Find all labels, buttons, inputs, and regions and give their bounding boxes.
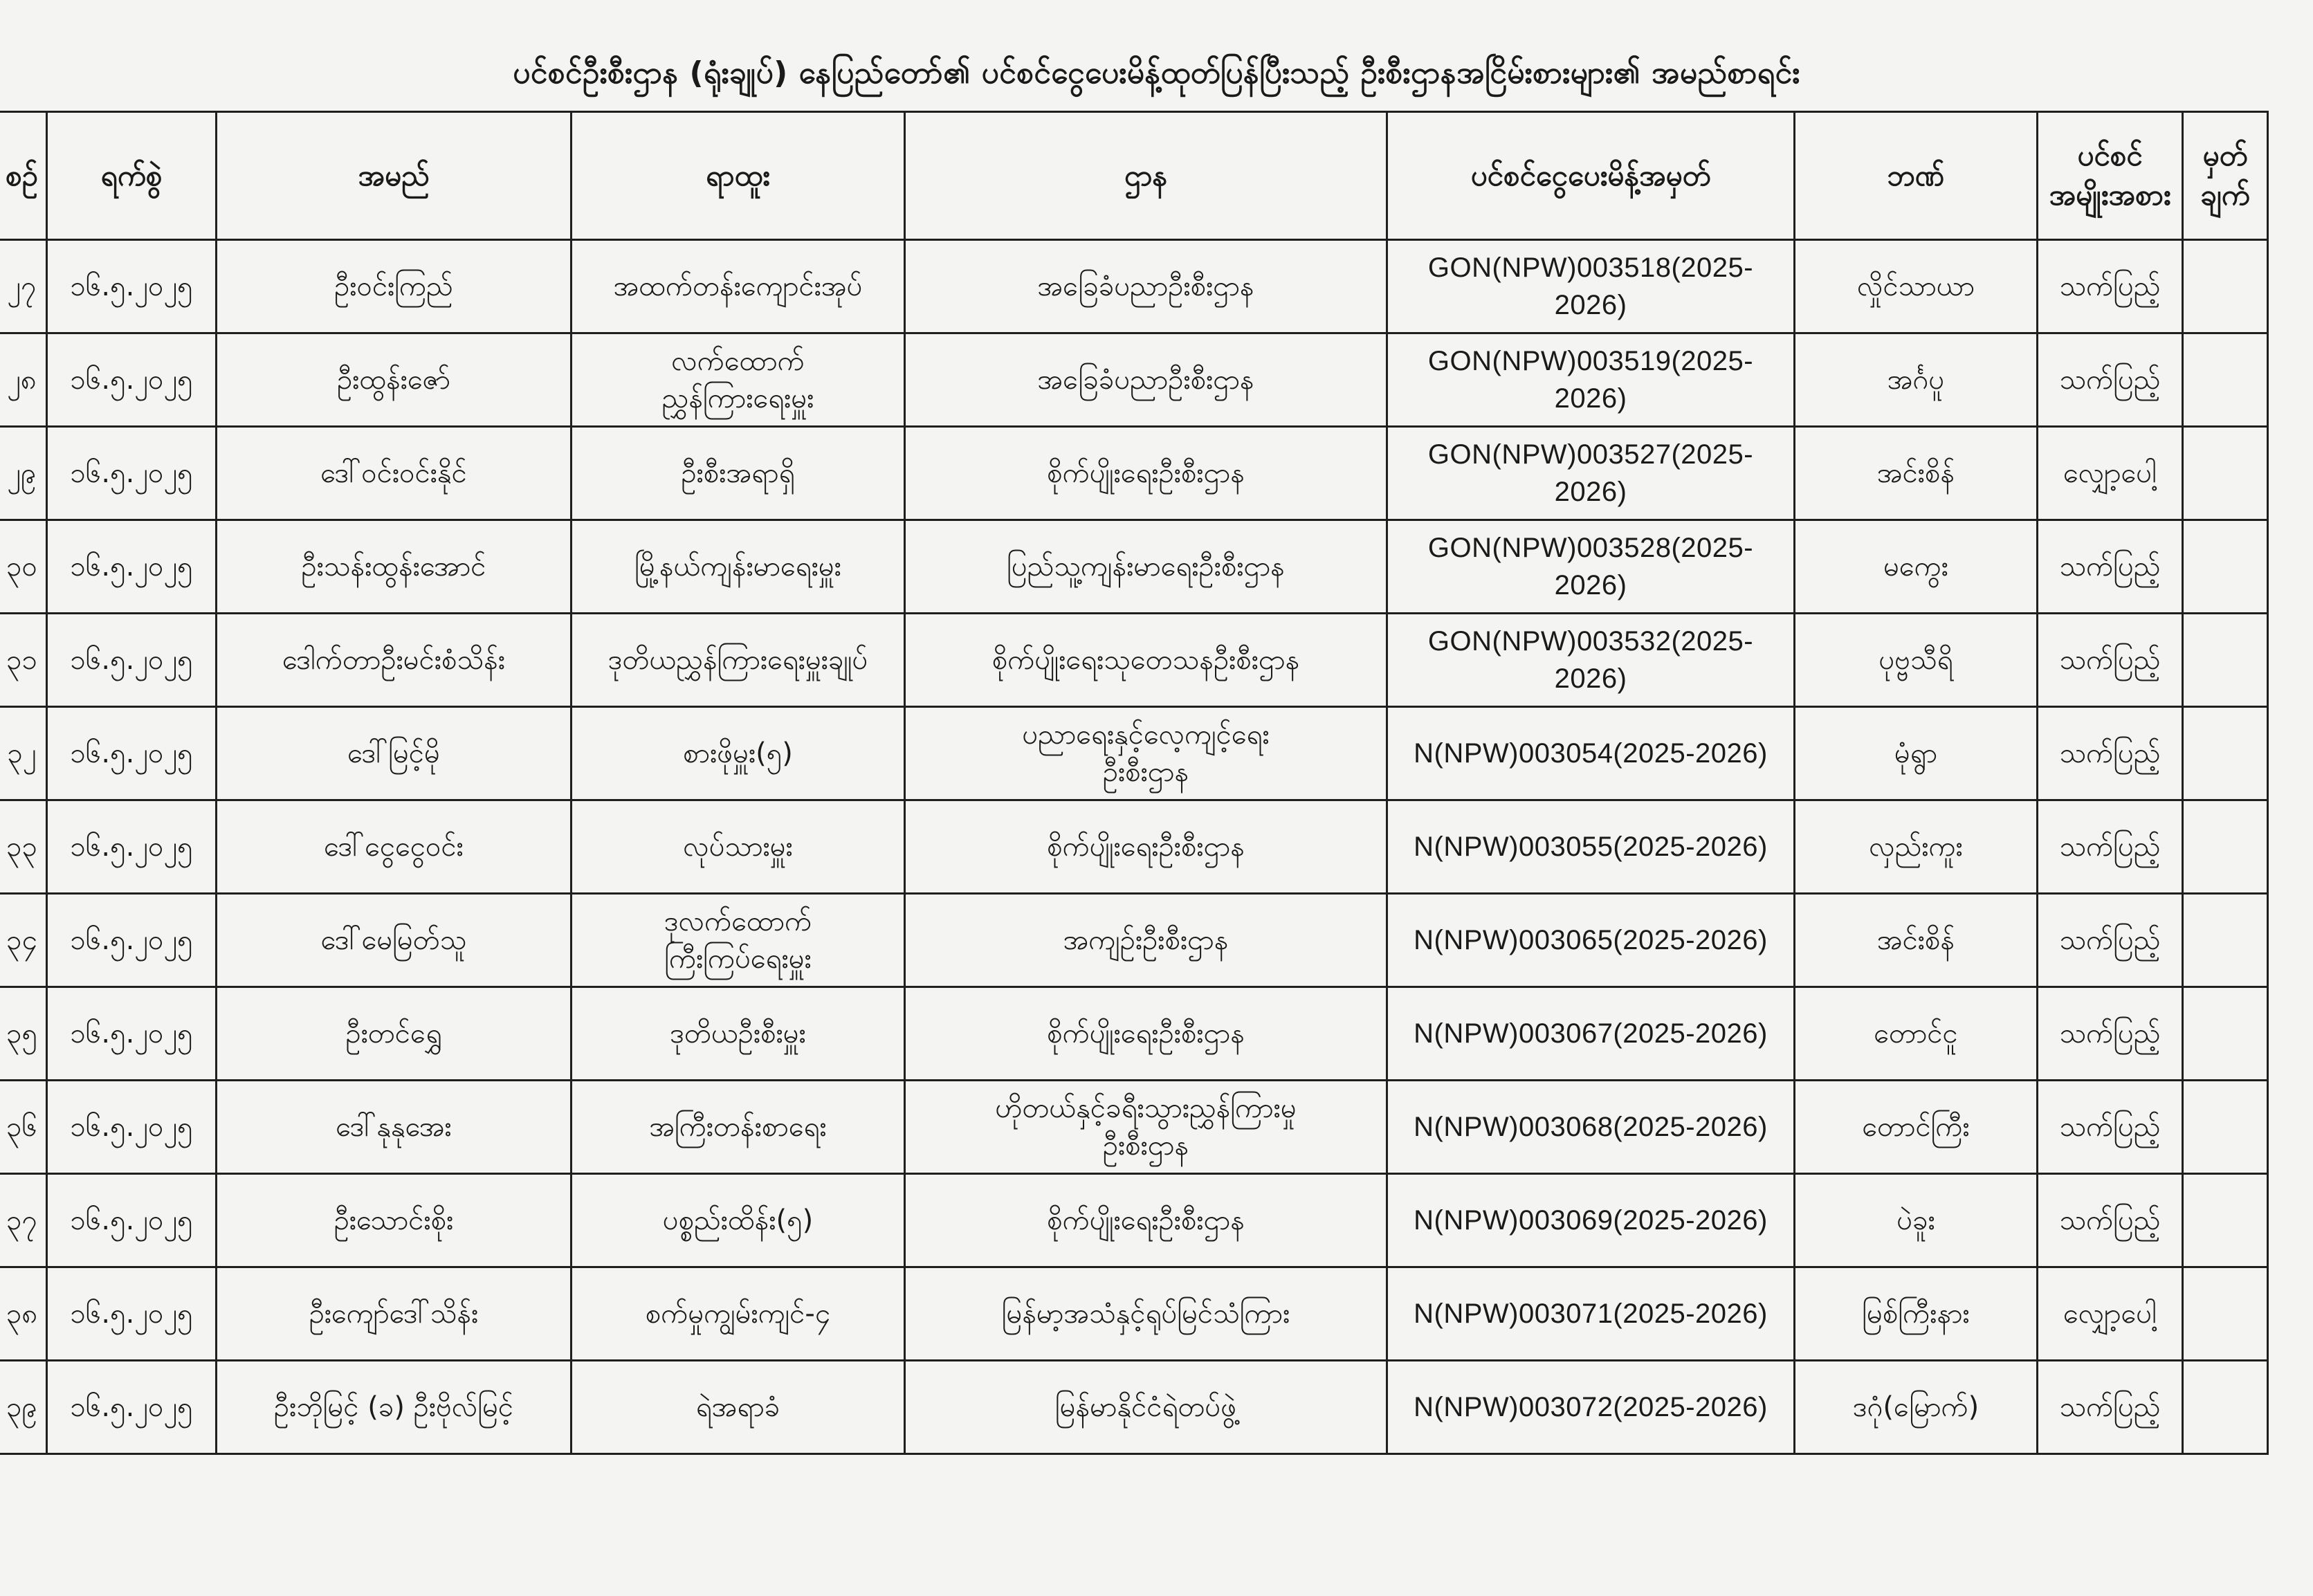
- cell-no: ၃၃: [0, 800, 47, 894]
- cell-pension-type: သက်ပြည့်: [2038, 800, 2183, 894]
- cell-remarks: [2183, 1267, 2268, 1361]
- cell-remarks: [2183, 1081, 2268, 1174]
- cell-rank: လုပ်သားမှူး: [572, 800, 905, 894]
- cell-rank: ဦးစီးအရာရှိ: [572, 427, 905, 520]
- cell-name: ဦးသောင်းစိုး: [217, 1174, 572, 1267]
- cell-rank: ပစ္စည်းထိန်း(၅): [572, 1174, 905, 1267]
- cell-no: ၃၆: [0, 1081, 47, 1174]
- cell-no: ၃၅: [0, 987, 47, 1081]
- cell-rank: ဒုလက်ထောက် ကြီးကြပ်ရေးမှူး: [572, 894, 905, 987]
- cell-date: ၁၆.၅.၂၀၂၅: [47, 240, 217, 333]
- table-row: [0, 894, 2268, 987]
- cell-department: စိုက်ပျိုးရေးဦးစီးဌာန: [905, 427, 1387, 520]
- cell-department: စိုက်ပျိုးရေးဦးစီးဌာန: [905, 1174, 1387, 1267]
- cell-rank: ဒုတိယညွှန်ကြားရေးမှူးချုပ်: [572, 614, 905, 707]
- cell-pension-type: သက်ပြည့်: [2038, 614, 2183, 707]
- cell-bank: ပဲခူး: [1795, 1174, 2038, 1267]
- cell-date: ၁၆.၅.၂၀၂၅: [47, 614, 217, 707]
- cell-name: ဒေါ်မေမြတ်သူ: [217, 894, 572, 987]
- cell-license: GON(NPW)003528(2025-2026): [1387, 520, 1795, 614]
- table-row: [0, 1267, 2268, 1361]
- table-row: [0, 333, 2268, 427]
- cell-no: ၃၄: [0, 894, 47, 987]
- cell-date: ၁၆.၅.၂၀၂၅: [47, 427, 217, 520]
- table-row: [0, 800, 2268, 894]
- cell-name: ဒေါ်နုနုအေး: [217, 1081, 572, 1174]
- cell-name: ဦးသန်းထွန်းအောင်: [217, 520, 572, 614]
- cell-license: N(NPW)003054(2025-2026): [1387, 707, 1795, 800]
- cell-pension-type: လျှော့ပေါ့: [2038, 427, 2183, 520]
- table-row: [0, 240, 2268, 333]
- cell-remarks: [2183, 614, 2268, 707]
- header-no: စဉ်: [0, 112, 47, 240]
- header-department: ဌာန: [905, 112, 1387, 240]
- pension-table: [0, 111, 2269, 1455]
- table-row: [0, 614, 2268, 707]
- cell-remarks: [2183, 240, 2268, 333]
- cell-name: ဒေါ်ငွေငွေဝင်း: [217, 800, 572, 894]
- table-row: [0, 1361, 2268, 1454]
- cell-date: ၁၆.၅.၂၀၂၅: [47, 520, 217, 614]
- cell-pension-type: သက်ပြည့်: [2038, 520, 2183, 614]
- cell-date: ၁၆.၅.၂၀၂၅: [47, 1361, 217, 1454]
- cell-pension-type: သက်ပြည့်: [2038, 894, 2183, 987]
- cell-department: ပြည်သူ့ကျန်းမာရေးဦးစီးဌာန: [905, 520, 1387, 614]
- cell-name: ဦးကျော်ဒေါ်သိန်း: [217, 1267, 572, 1361]
- cell-bank: အင်္ဂပူ: [1795, 333, 2038, 427]
- cell-license: GON(NPW)003527(2025-2026): [1387, 427, 1795, 520]
- header-row: [0, 112, 2268, 240]
- table-row: [0, 427, 2268, 520]
- cell-license: N(NPW)003069(2025-2026): [1387, 1174, 1795, 1267]
- cell-license: N(NPW)003071(2025-2026): [1387, 1267, 1795, 1361]
- cell-bank: တောင်ငူ: [1795, 987, 2038, 1081]
- cell-no: ၃၇: [0, 1174, 47, 1267]
- cell-remarks: [2183, 427, 2268, 520]
- cell-no: ၃၉: [0, 1361, 47, 1454]
- cell-bank: ပုဗ္ဗသီရိ: [1795, 614, 2038, 707]
- cell-name: ဒေါ်မြင့်မို: [217, 707, 572, 800]
- cell-rank: အကြီးတန်းစာရေး: [572, 1081, 905, 1174]
- cell-license: N(NPW)003068(2025-2026): [1387, 1081, 1795, 1174]
- cell-rank: လက်ထောက် ညွှန်ကြားရေးမှူး: [572, 333, 905, 427]
- cell-bank: အင်းစိန်: [1795, 894, 2038, 987]
- header-pension-type: ပင်စင် အမျိုးအစား: [2038, 112, 2183, 240]
- cell-pension-type: သက်ပြည့်: [2038, 333, 2183, 427]
- cell-bank: တောင်ကြီး: [1795, 1081, 2038, 1174]
- cell-bank: မကွေး: [1795, 520, 2038, 614]
- header-remarks: မှတ် ချက်: [2183, 112, 2268, 240]
- cell-no: ၃၂: [0, 707, 47, 800]
- cell-department: ပညာရေးနှင့်လေ့ကျင့်ရေး ဦးစီးဌာန: [905, 707, 1387, 800]
- cell-department: စိုက်ပျိုးရေးဦးစီးဌာန: [905, 987, 1387, 1081]
- cell-date: ၁၆.၅.၂၀၂၅: [47, 1267, 217, 1361]
- cell-remarks: [2183, 707, 2268, 800]
- cell-license: GON(NPW)003519(2025-2026): [1387, 333, 1795, 427]
- cell-department: မြန်မာ့အသံနှင့်ရုပ်မြင်သံကြား: [905, 1267, 1387, 1361]
- cell-license: N(NPW)003055(2025-2026): [1387, 800, 1795, 894]
- cell-rank: ရဲအရာခံ: [572, 1361, 905, 1454]
- cell-remarks: [2183, 520, 2268, 614]
- cell-name: ဦးဝင်းကြည်: [217, 240, 572, 333]
- cell-pension-type: သက်ပြည့်: [2038, 1174, 2183, 1267]
- cell-license: N(NPW)003065(2025-2026): [1387, 894, 1795, 987]
- cell-date: ၁၆.၅.၂၀၂၅: [47, 707, 217, 800]
- cell-pension-type: သက်ပြည့်: [2038, 1361, 2183, 1454]
- cell-no: ၃၁: [0, 614, 47, 707]
- cell-department: အခြေခံပညာဦးစီးဌာန: [905, 240, 1387, 333]
- cell-license: N(NPW)003072(2025-2026): [1387, 1361, 1795, 1454]
- cell-department: ဟိုတယ်နှင့်ခရီးသွားညွှန်ကြားမှု ဦးစီးဌာန: [905, 1081, 1387, 1174]
- cell-rank: ဒုတိယဦးစီးမှူး: [572, 987, 905, 1081]
- header-name: အမည်: [217, 112, 572, 240]
- cell-name: ဒေါက်တာဦးမင်းစံသိန်း: [217, 614, 572, 707]
- cell-department: စိုက်ပျိုးရေးဦးစီးဌာန: [905, 800, 1387, 894]
- cell-pension-type: သက်ပြည့်: [2038, 707, 2183, 800]
- cell-department: စိုက်ပျိုးရေးသုတေသနဦးစီးဌာန: [905, 614, 1387, 707]
- cell-license: N(NPW)003067(2025-2026): [1387, 987, 1795, 1081]
- cell-remarks: [2183, 1361, 2268, 1454]
- cell-pension-type: သက်ပြည့်: [2038, 1081, 2183, 1174]
- cell-bank: လှိုင်သာယာ: [1795, 240, 2038, 333]
- cell-date: ၁၆.၅.၂၀၂၅: [47, 1081, 217, 1174]
- cell-rank: စားဖိုမှူး(၅): [572, 707, 905, 800]
- cell-remarks: [2183, 1174, 2268, 1267]
- cell-bank: မြစ်ကြီးနား: [1795, 1267, 2038, 1361]
- cell-bank: အင်းစိန်: [1795, 427, 2038, 520]
- cell-bank: လှည်းကူး: [1795, 800, 2038, 894]
- cell-remarks: [2183, 333, 2268, 427]
- cell-department: မြန်မာနိုင်ငံရဲတပ်ဖွဲ့: [905, 1361, 1387, 1454]
- cell-license: GON(NPW)003518(2025-2026): [1387, 240, 1795, 333]
- header-rank: ရာထူး: [572, 112, 905, 240]
- cell-no: ၃၈: [0, 1267, 47, 1361]
- cell-no: ၂၉: [0, 427, 47, 520]
- cell-remarks: [2183, 800, 2268, 894]
- cell-name: ဦးထွန်းဇော်: [217, 333, 572, 427]
- header-license: ပင်စင်ငွေပေးမိန့်အမှတ်: [1387, 112, 1795, 240]
- header-bank: ဘဏ်: [1795, 112, 2038, 240]
- cell-no: ၂၈: [0, 333, 47, 427]
- header-date: ရက်စွဲ: [47, 112, 217, 240]
- cell-name: ဦးဘိုမြင့် (ခ) ဦးဗိုလ်မြင့်: [217, 1361, 572, 1454]
- cell-department: အခြေခံပညာဦးစီးဌာန: [905, 333, 1387, 427]
- cell-license: GON(NPW)003532(2025-2026): [1387, 614, 1795, 707]
- cell-name: ဦးတင်ရွှေ: [217, 987, 572, 1081]
- cell-date: ၁၆.၅.၂၀၂၅: [47, 333, 217, 427]
- cell-pension-type: သက်ပြည့်: [2038, 987, 2183, 1081]
- cell-bank: ဒဂုံ(မြောက်): [1795, 1361, 2038, 1454]
- table-row: [0, 1081, 2268, 1174]
- cell-pension-type: လျှော့ပေါ့: [2038, 1267, 2183, 1361]
- cell-department: အကျဉ်းဦးစီးဌာန: [905, 894, 1387, 987]
- cell-date: ၁၆.၅.၂၀၂၅: [47, 1174, 217, 1267]
- table-row: [0, 987, 2268, 1081]
- table-row: [0, 520, 2268, 614]
- table-row: [0, 1174, 2268, 1267]
- cell-no: ၂၇: [0, 240, 47, 333]
- cell-rank: စက်မှုကျွမ်းကျင်-၄: [572, 1267, 905, 1361]
- page-title: ပင်စင်ဦးစီးဌာန (ရုံးချုပ်) နေပြည်တော်၏ ပင်စင်ငွေပေးမိန့်ထုတ်ပြန်ပြီးသည့် ဦးစီးဌာနအငြိမ်းစားများ၏ အမည်စာရင်း: [513, 55, 1800, 91]
- cell-remarks: [2183, 987, 2268, 1081]
- cell-rank: အထက်တန်းကျောင်းအုပ်: [572, 240, 905, 333]
- cell-bank: မုံရွာ: [1795, 707, 2038, 800]
- cell-date: ၁၆.၅.၂၀၂၅: [47, 987, 217, 1081]
- cell-date: ၁၆.၅.၂၀၂၅: [47, 800, 217, 894]
- table-row: [0, 707, 2268, 800]
- cell-date: ၁၆.၅.၂၀၂၅: [47, 894, 217, 987]
- cell-remarks: [2183, 894, 2268, 987]
- table-body: [0, 240, 2268, 1454]
- cell-name: ဒေါ်ဝင်းဝင်းနိုင်: [217, 427, 572, 520]
- cell-pension-type: သက်ပြည့်: [2038, 240, 2183, 333]
- cell-rank: မြို့နယ်ကျန်းမာရေးမှူး: [572, 520, 905, 614]
- cell-no: ၃၀: [0, 520, 47, 614]
